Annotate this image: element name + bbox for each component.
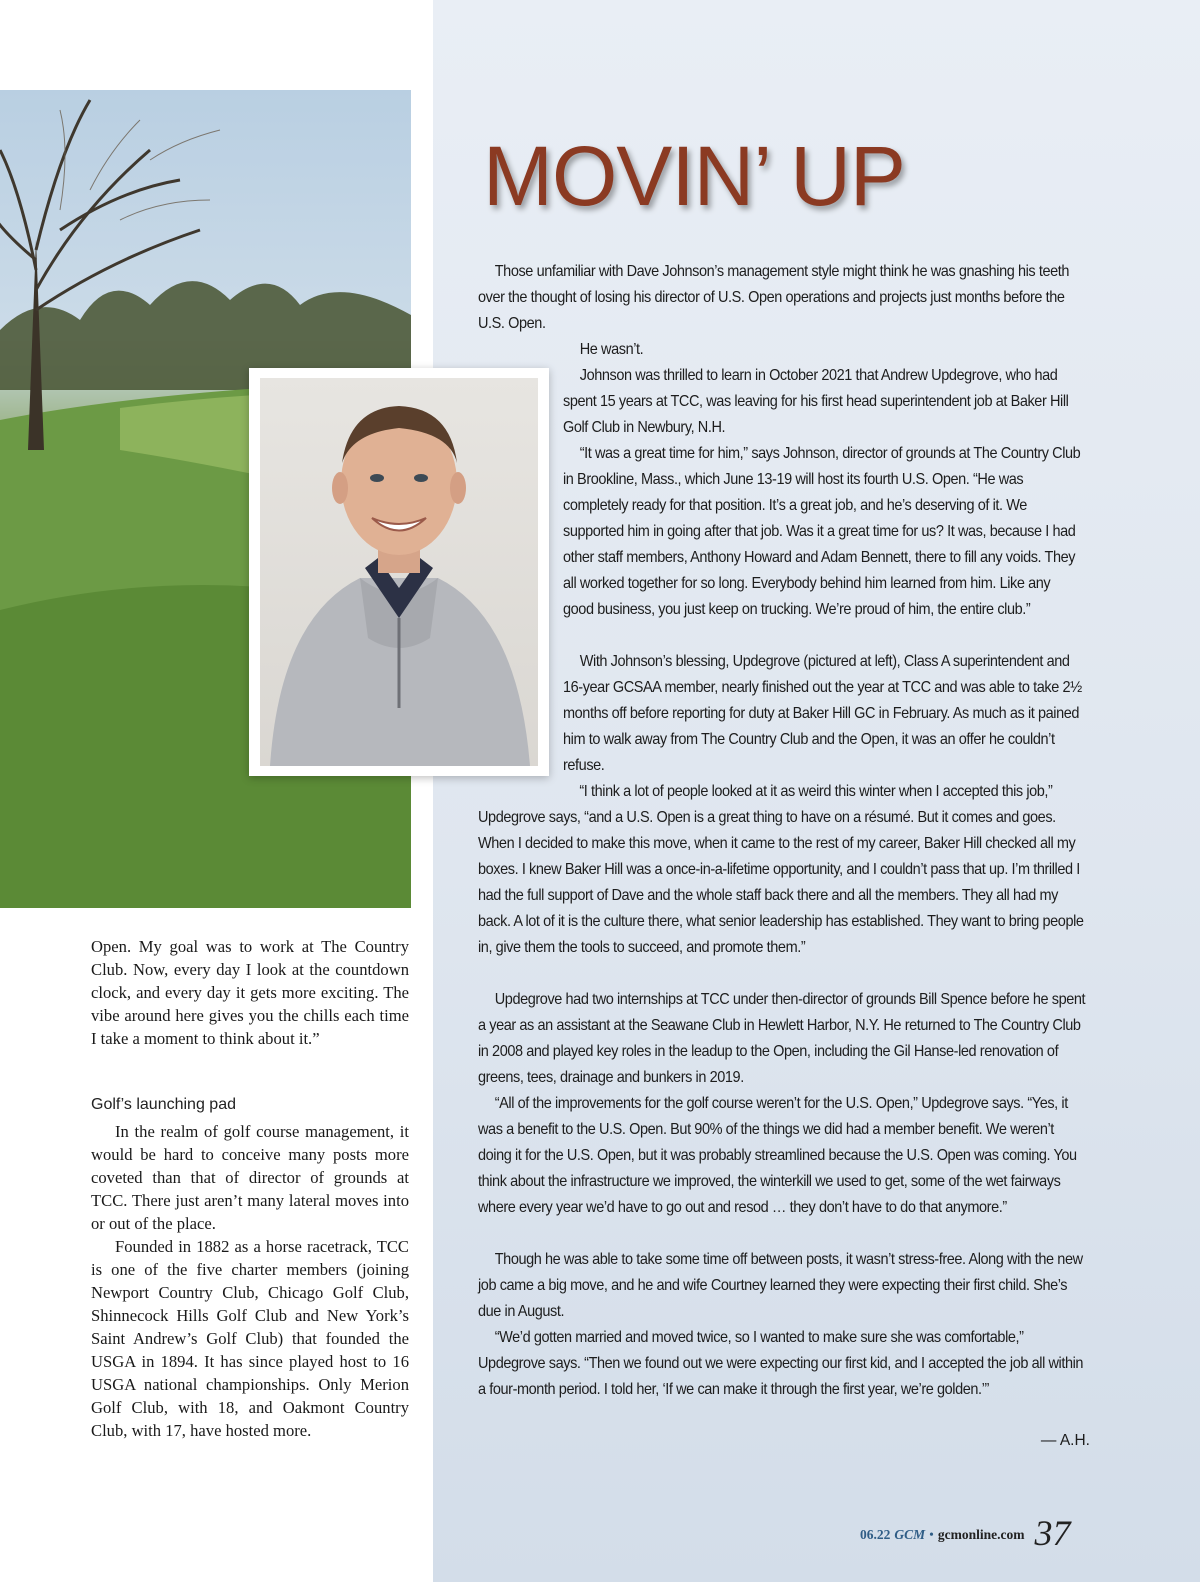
website-link[interactable]: gcmonline.com — [937, 1527, 1025, 1542]
article-paragraph: “All of the improvements for the golf course weren’t for the U.S. Open,” Updegrove says. “Yes, it was a benefit to the U.S. Open. But 90% of the things we did had a member benefit. We weren’t doing it for the U.S. Open, but it was probably streamlined because the U.S. Open was coming. You think about the infrastructure we improved, the winterkill we used to get, some of the wet fairways where every year we’d have to go out and resod … they don’t have to do that anymore.” — [478, 1095, 1077, 1216]
folio-separator: • — [929, 1527, 934, 1542]
left-column-continuation: Open. My goal was to work at The Country Club. Now, every day I look at the countdown clock, and every day it gets more exciting. The vibe around here gives you the chills each time I take a moment to think about it.” — [91, 937, 409, 1048]
article-paragraph: “It was a great time for him,” says Johnson, director of grounds at The Country Club in Brookline, Mass., which June 13-19 will host its fourth U.S. Open. “He was completely ready for that position. It’s a great job, and he’s deserving of it. We supported him in going after that job. Was it a great time for us? It was, because I had other staff members, Anthony Howard and Adam Bennett, there to fill any voids. They all worked together for so long. Everybody behind him learned from him. Like any good business, you just keep on trucking. We’re proud of him, the entire club.” — [563, 445, 1081, 618]
article-paragraph: Those unfamiliar with Dave Johnson’s management style might think he was gnashing his teeth over the thought of losing his director of U.S. Open operations and projects just months before the U.S. Open. — [478, 263, 1070, 332]
left-column-paragraph: In the realm of golf course management, it would be hard to conceive many posts more coveted than that of director of grounds at TCC. There just aren’t many lateral moves into or out of the place. — [91, 1122, 409, 1233]
article-paragraph: Johnson was thrilled to learn in October 2021 that Andrew Updegrove, who had spent 15 years at TCC, was leaving for his first head superintendent job at Baker Hill Golf Club in Newbury, N.H. — [563, 367, 1069, 436]
article-paragraph: He wasn’t. — [579, 341, 644, 358]
article-paragraph: Though he was able to take some time off between posts, it wasn’t stress-free. Along with the new job came a big move, and he and wife Courtney learned they were expecting their first child. She’s due in August. — [478, 1251, 1083, 1320]
article-signoff: — A.H. — [1040, 1432, 1090, 1449]
page-number: 37 — [1034, 1513, 1071, 1553]
left-column-paragraph: Founded in 1882 as a horse racetrack, TCC is one of the five charter members (joining Newport Country Club, Chicago Golf Club, Shinnecock Hills Golf Club and New York’s Saint Andrew’s Golf Club) that founded the USGA in 1894. It has since played host to 16 USGA national championships. Only Merion Golf Club, with 18, and Oakmont Country Club, with 17, have hosted more. — [91, 1237, 409, 1440]
headline: MOVIN’ UP — [483, 129, 905, 223]
article-paragraph: “I think a lot of people looked at it as weird this winter when I accepted this job,” Updegrove says, “and a U.S. Open is a great thing to have on a résumé. But it comes and goes. When I decided to make this move, when it came to the rest of my career, Baker Hill checked all my boxes. I knew Baker Hill was a once-in-a-lifetime opportunity, and I couldn’t pass that up. I’m thrilled I had the full support of Dave and the whole staff back there and all the members. They all had my back. A lot of it is the culture there, what senior leadership has established. They want to bring people in, give them the tools to succeed, and promote them.” — [478, 783, 1084, 956]
article-paragraph: Updegrove had two internships at TCC under then-director of grounds Bill Spence before he spent a year as an assistant at the Seawane Club in Hewlett Harbor, N.Y. He returned to The Country Club in 2008 and played key roles in the leadup to the Open, including the Gil Hanse-led renovation of greens, tees, drainage and bunkers in 2019. — [478, 991, 1086, 1086]
article-paragraph: With Johnson’s blessing, Updegrove (pictured at left), Class A superintendent and 16-year GCSAA member, nearly finished out the year at TCC and was able to take 2½ months off before reporting for duty at Baker Hill GC in February. As much as it pained him to walk away from The Country Club and the Open, it was an offer he couldn’t refuse. — [563, 653, 1082, 774]
article-paragraph: “We’d gotten married and moved twice, so I wanted to make sure she was comfortable,” Updegrove says. “Then we found out we were expecting our first kid, and I accepted the job all within a four-month period. I told her, ‘If we can make it through the first year, we’re golden.’” — [478, 1329, 1084, 1398]
magazine-name: GCM — [894, 1527, 926, 1542]
portrait-photo-frame — [249, 368, 549, 776]
page-folio — [860, 1512, 1120, 1554]
issue-date: 06.22 — [860, 1527, 891, 1542]
portrait-photo — [260, 378, 538, 766]
section-subhead: Golf’s launching pad — [91, 1096, 236, 1113]
